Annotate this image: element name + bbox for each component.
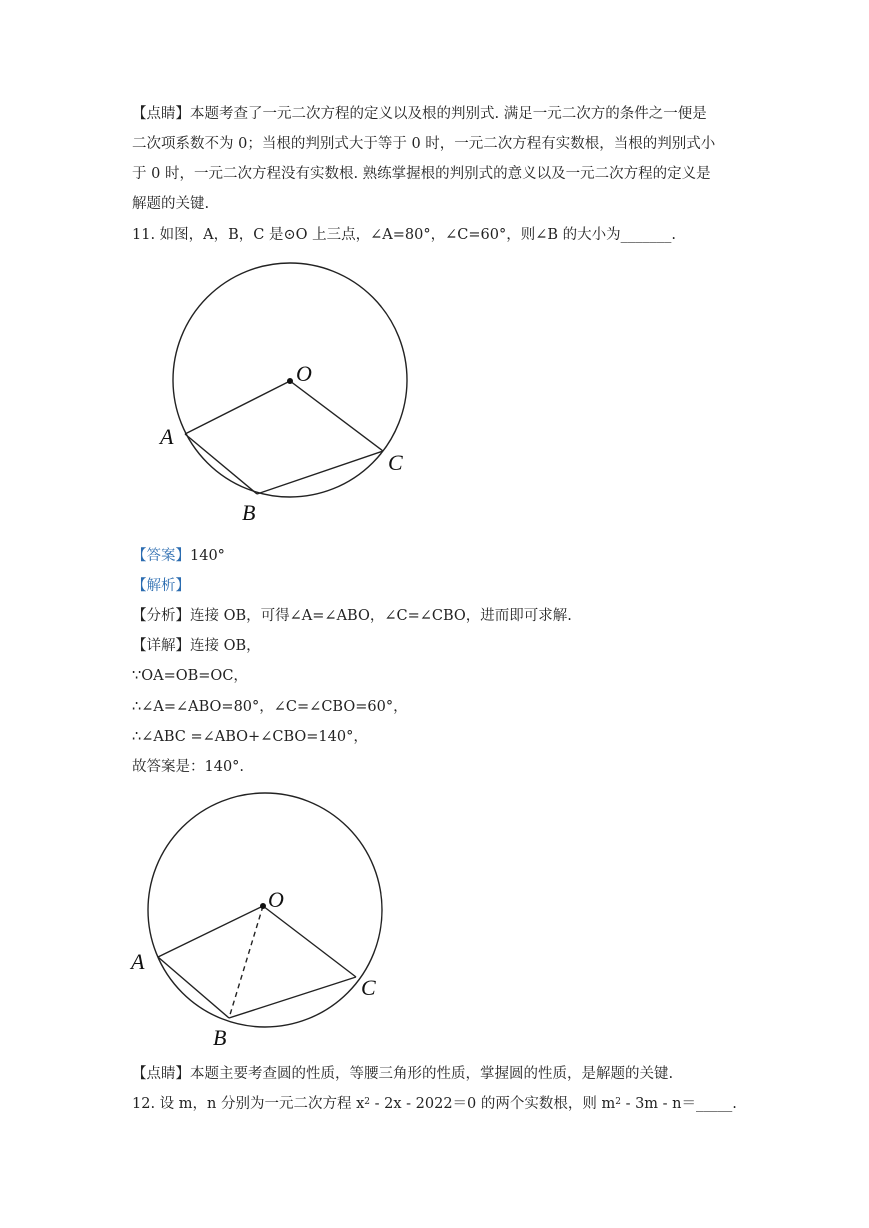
segment-OC (290, 381, 383, 451)
step-2: ∴∠A=∠ABO=80°，∠C=∠CBO=60°， (132, 699, 408, 715)
label-B: B (242, 500, 256, 525)
prev-comment-line-4: 解题的关键. (132, 196, 210, 212)
comment-text: 本题考查了一元二次方程的定义以及根的判别式. 满足一元二次方的条件之一便是 (190, 106, 707, 122)
step-4: 故答案是：140°. (132, 759, 245, 775)
prev-comment-line-2: 二次项系数不为 0；当根的判别式大于等于 0 时，一元二次方程有实数根，当根的判别式小 (132, 136, 716, 152)
label-C: C (361, 975, 376, 1000)
xiangjie-line (132, 636, 261, 656)
xiangjie-text: 连接 OB， (190, 638, 261, 654)
segment-OB-dashed (229, 906, 263, 1018)
label-C: C (388, 450, 403, 475)
label-A: A (131, 949, 145, 974)
step-3: ∴∠ABC =∠ABO+∠CBO=140°， (132, 729, 368, 745)
segment-OA (158, 906, 263, 957)
circle-outline (148, 793, 382, 1027)
fenxi-text: 连接 OB，可得∠A=∠ABO，∠C=∠CBO，进而即可求解. (190, 608, 572, 624)
label-O: O (268, 887, 284, 912)
label-O: O (296, 361, 312, 386)
segment-AB (158, 957, 229, 1018)
prev-comment-line-1 (132, 104, 707, 124)
q12-post: - 3m - n＝_____. (620, 1096, 737, 1112)
label-A: A (160, 424, 174, 449)
segment-OA (185, 381, 290, 434)
q12-pre: 12. 设 m，n 分别为一元二次方程 x (132, 1096, 365, 1112)
fenxi-tag: 【分析】 (132, 608, 190, 624)
fenxi-line (132, 606, 572, 626)
analysis-tag: 【解析】 (132, 578, 190, 594)
q12-mid: - 2x - 2022＝0 的两个实数根，则 m (370, 1096, 616, 1112)
figure-circle-1 (150, 260, 430, 534)
comment2-line (132, 1064, 673, 1084)
answer-line (132, 546, 225, 566)
comment2-tag: 【点睛】 (132, 1066, 190, 1082)
xiangjie-tag: 【详解】 (132, 638, 190, 654)
q12-sup2: 2 (615, 1097, 621, 1107)
comment2-text: 本题主要考查圆的性质，等腰三角形的性质，掌握圆的性质，是解题的关键. (190, 1066, 674, 1082)
segment-BC (257, 451, 383, 494)
center-point (287, 378, 293, 384)
segment-OC (263, 906, 356, 977)
question-11: 11. 如图，A，B，C 是⊙O 上三点，∠A=80°，∠C=60°，则∠B 的大小为_______. (132, 227, 676, 243)
answer-tag: 【答案】 (132, 548, 190, 564)
question-12 (132, 1094, 737, 1114)
center-point (260, 903, 266, 909)
segment-BC (229, 977, 356, 1018)
figure-circle-2 (125, 785, 405, 1059)
label-B: B (213, 1025, 227, 1050)
q12-sup1: 2 (364, 1097, 370, 1107)
segment-AB (185, 434, 257, 494)
comment-tag: 【点睛】 (132, 106, 190, 122)
answer-value: 140° (190, 548, 225, 564)
step-1: ∵OA=OB=OC， (132, 668, 248, 684)
prev-comment-line-3: 于 0 时，一元二次方程没有实数根. 熟练掌握根的判别式的意义以及一元二次方程的定义是 (132, 166, 711, 182)
